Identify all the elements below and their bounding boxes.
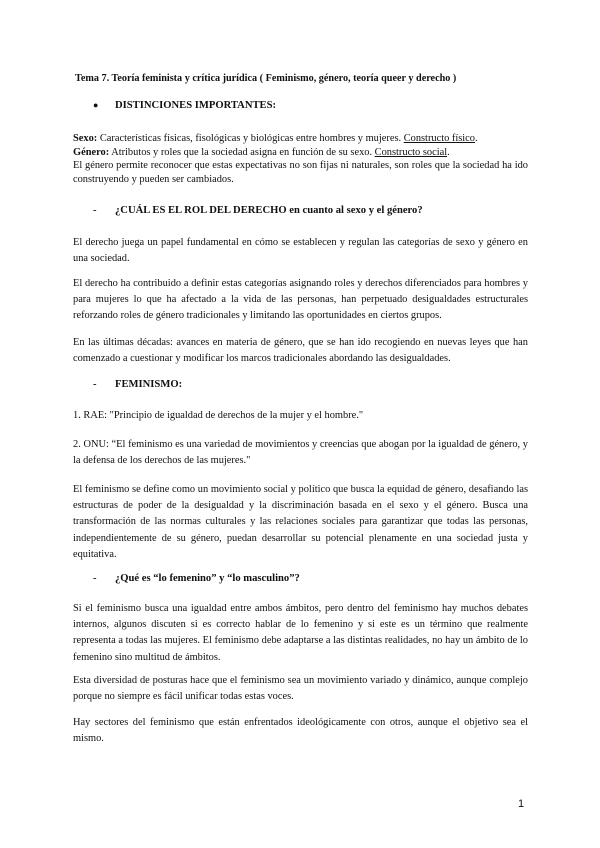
dash-marker: - xyxy=(93,573,97,584)
heading-rol-derecho xyxy=(93,205,423,216)
heading-rol-derecho-text: ¿CUÁL ES EL ROL DEL DERECHO en cuanto al sexo y el género? xyxy=(115,205,423,216)
paragraph-2: El derecho ha contribuido a definir estas categorías asignando roles y derechos diferenciados para hombres y para mujeres lo que ha afectado a la vida de las personas, han perpetuado desigualdades estructurales reforzando roles de género tradicionales y limitando las oportunidades en ciertos grupos. xyxy=(73,278,528,322)
heading-distinciones xyxy=(93,100,276,111)
genero-end: . xyxy=(447,146,450,158)
paragraph-7: Hay sectores del feminismo que están enfrentados ideológicamente con otros, aunque el objetivo sea el mismo. xyxy=(73,717,528,745)
paragraph-4: El feminismo se define como un movimiento social y político que busca la equidad de género, desafiando las estructuras de poder de la desigualdad y la discriminación basada en el sexo y el género. Busca una transformación de las normas culturales y las relaciones sociales para garantizar que todas las personas, independientemente de su género, puedan desarrollar su potencial plenamente en una sociedad justa y equitativa. xyxy=(73,484,528,560)
paragraph-3: En las últimas décadas: avances en materia de género, que se han ido recogiendo en nuevas leyes que han comenzado a cuestionar y modificar los marcos tradicionales abordando las desigualdades. xyxy=(73,337,528,365)
sexo-label: Sexo: xyxy=(73,133,98,144)
genero-extra: El género permite reconocer que estas expectativas no son fijas ni naturales, son roles que la sociedad ha ido construyendo y pueden ser cambiados. xyxy=(73,160,528,185)
genero-underlined: Constructo social xyxy=(374,146,448,158)
paragraph-1: El derecho juega un papel fundamental en cómo se establecen y regulan las categorías de sexo y género en una sociedad. xyxy=(73,237,528,265)
definition-genero xyxy=(73,146,528,160)
heading-femenino-text: ¿Qué es “lo femenino” y “lo masculino”? xyxy=(115,573,300,584)
genero-text: Atributos y roles que la sociedad asigna en función de su sexo. xyxy=(109,146,375,158)
genero-label: Género: xyxy=(73,146,110,158)
dash-marker: - xyxy=(93,379,97,390)
heading-distinciones-text: DISTINCIONES IMPORTANTES: xyxy=(115,100,277,111)
definition-rae: 1. RAE: "Principio de igualdad de derechos de la mujer y el hombre." xyxy=(73,410,364,421)
dash-marker: - xyxy=(93,205,97,216)
bullet-marker: ● xyxy=(93,100,99,110)
document-title: Tema 7. Teoría feminista y crítica jurídica ( Feminismo, género, teoría queer y derecho ) xyxy=(75,73,457,84)
heading-feminismo-text: FEMINISMO: xyxy=(115,379,183,390)
definition-onu: 2. ONU: “El feminismo es una variedad de movimientos y creencias que abogan por la igualdad de género, y la defensa de los derechos de las mujeres." xyxy=(73,439,528,467)
paragraph-5: Si el feminismo busca una igualdad entre ambos ámbitos, pero dentro del feminismo hay muchos debates internos, algunos discuten si es correcto hablar de lo femenino y si este es un término que realmente representa a todas las mujeres. El feminismo debe adaptarse a las distintas realidades, no hay un ámbito de lo femenino sino multitud de ámbitos. xyxy=(73,603,528,663)
heading-femenino xyxy=(93,573,300,584)
sexo-end: . xyxy=(474,133,478,144)
definition-sexo xyxy=(73,132,528,146)
page-number: 1 xyxy=(518,798,525,810)
definitions-block xyxy=(73,132,528,186)
sexo-underlined: Constructo físico xyxy=(403,133,475,144)
paragraph-6: Esta diversidad de posturas hace que el feminismo sea un movimiento variado y dinámico, aunque complejo porque no siempre es fácil unificar todas estas voces. xyxy=(73,675,528,703)
sexo-text: Características físicas, fisológicas y biológicas entre hombres y mujeres. xyxy=(97,133,404,144)
heading-feminismo xyxy=(93,379,182,390)
